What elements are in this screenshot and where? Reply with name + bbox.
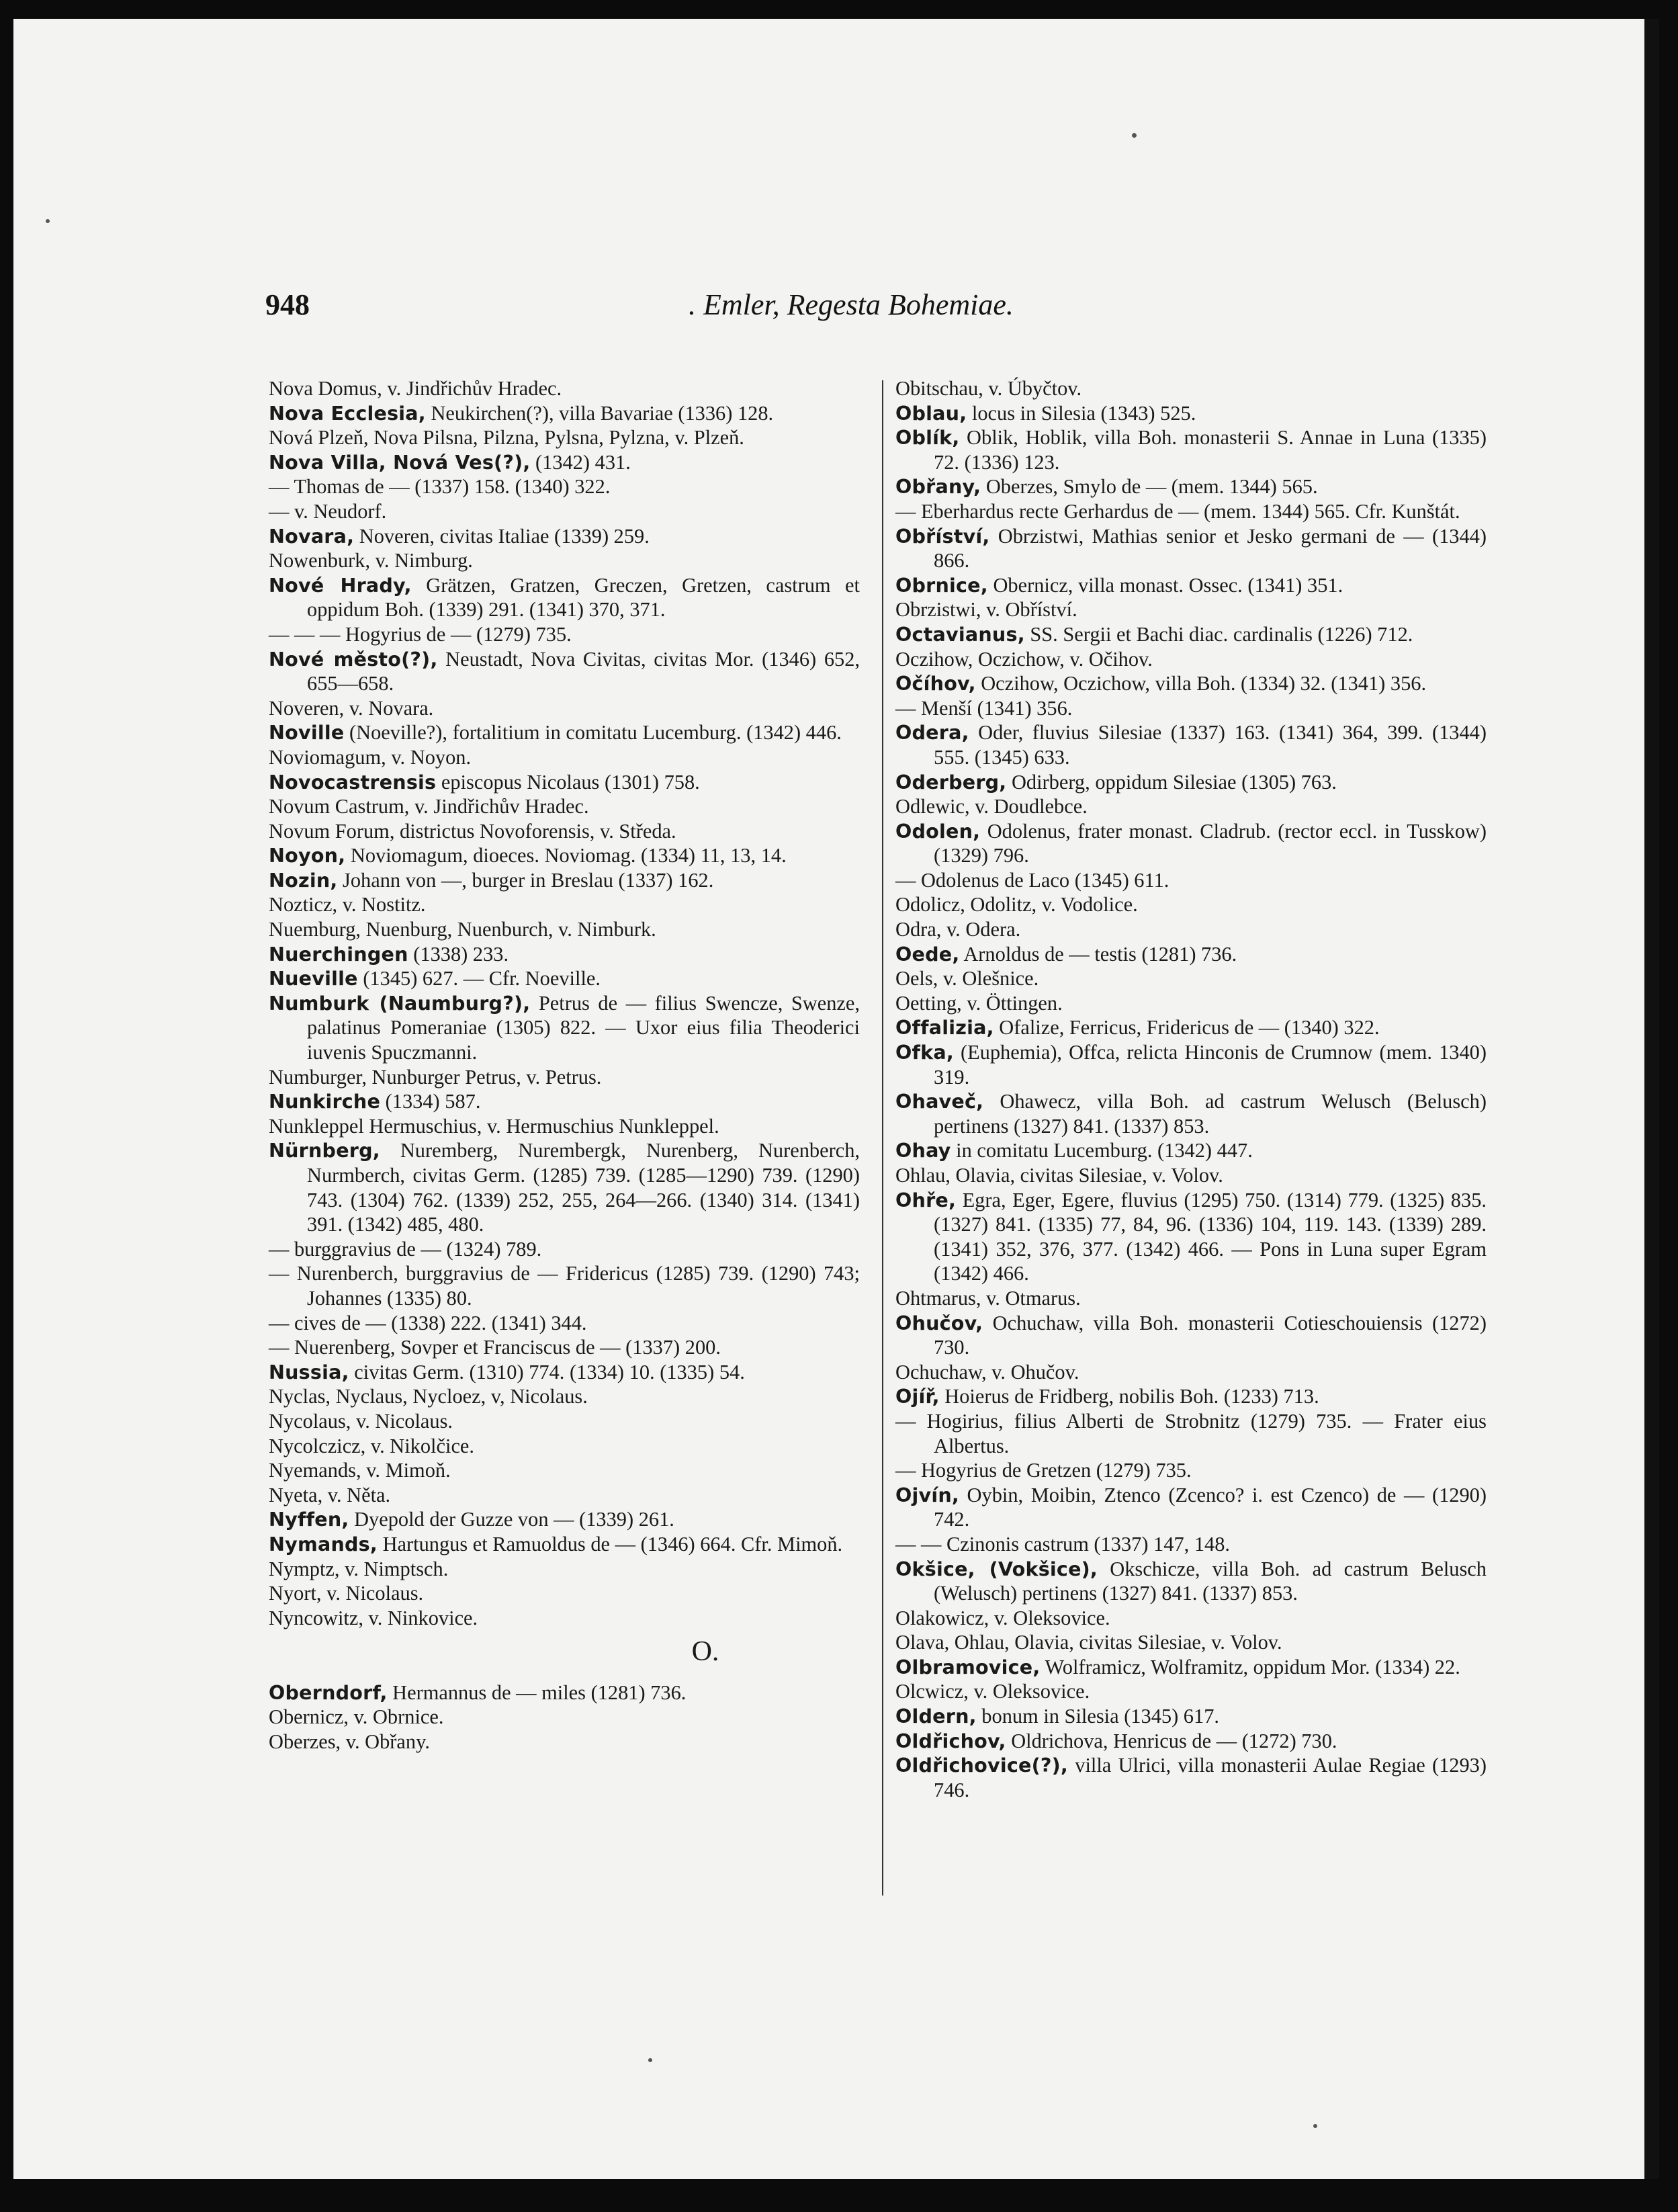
entry-text: civitas Germ. (1310) 774. (1334) 10. (1335) 54.: [349, 1360, 745, 1384]
index-entry: [269, 622, 860, 647]
entry-text: Ohlau, Olavia, civitas Silesiae, v. Volov.: [895, 1164, 1223, 1187]
index-entry: [269, 1730, 860, 1754]
entry-text: Nyemands, v. Mimoň.: [269, 1459, 451, 1482]
entry-text: Ochuchaw, villa Boh. monasterii Cotieschouiensis (1272) 730.: [934, 1311, 1487, 1359]
index-entry: [269, 843, 860, 868]
entry-headword: Nozin,: [269, 868, 338, 892]
entry-text: Nova Domus, v. Jindřichův Hradec.: [269, 377, 562, 400]
index-entry: [269, 1261, 860, 1310]
index-entry: [895, 1040, 1487, 1089]
index-entry: [269, 1311, 860, 1336]
entry-text: — Thomas de — (1337) 158. (1340) 322.: [269, 475, 611, 499]
index-entry: [895, 868, 1487, 893]
entry-text: Ochuchaw, v. Ohučov.: [895, 1360, 1079, 1384]
index-entry: [269, 892, 860, 917]
entry-headword: Nunkirche: [269, 1090, 381, 1113]
index-entry: [895, 720, 1487, 769]
entry-headword: Obrnice,: [895, 573, 988, 597]
entry-text: — — — Hogyrius de — (1279) 735.: [269, 622, 572, 646]
entry-headword: Novara,: [269, 524, 355, 548]
entry-text: (Noeville?), fortalitium in comitatu Lucemburg. (1342) 446.: [344, 721, 842, 745]
entry-headword: Offalizia,: [895, 1016, 994, 1039]
entry-headword: Oblau,: [895, 401, 967, 425]
entry-text: (1342) 431.: [530, 450, 631, 474]
entry-text: Neukirchen(?), villa Bavariae (1336) 128.: [425, 401, 774, 425]
entry-headword: Oderberg,: [895, 770, 1007, 794]
index-entry: [269, 1458, 860, 1483]
entry-text: Oder, fluvius Silesiae (1337) 163. (1341) 364, 399. (1344) 555. (1345) 633.: [934, 721, 1487, 769]
index-entry: [269, 1606, 860, 1631]
entry-text: Dyepold der Guzze von — (1339) 261.: [349, 1508, 674, 1531]
entry-headword: Ohučov,: [895, 1311, 983, 1334]
entry-headword: Nova Villa, Nová Ves(?),: [269, 450, 531, 474]
index-entry: [269, 868, 860, 893]
page: [13, 19, 1659, 2179]
entry-text: Hermannus de — miles (1281) 736.: [387, 1681, 687, 1704]
index-entry: [895, 1286, 1487, 1311]
entry-text: Obrzistwi, Mathias senior et Jesko germani de — (1344) 866.: [934, 524, 1487, 572]
entry-text: Petrus de — filius Swencze, Swenze, palatinus Pomeraniae (1305) 822. — Uxor eius filia Theoderici iuvenis Spuczmanni.: [307, 991, 860, 1064]
index-entry: [895, 1015, 1487, 1040]
index-entry: [895, 647, 1487, 672]
entry-text: Neustadt, Nova Civitas, civitas Mor. (1346) 652, 655—658.: [307, 647, 860, 695]
index-entry: [895, 917, 1487, 942]
entry-text: Nyncowitz, v. Ninkovice.: [269, 1606, 478, 1629]
index-entry: [895, 1630, 1487, 1655]
entry-headword: Oldřichov,: [895, 1729, 1006, 1752]
index-entry: [269, 991, 860, 1065]
entry-text: Noveren, v. Novara.: [269, 696, 434, 720]
index-entry: [269, 1237, 860, 1262]
entry-headword: Nuerchingen: [269, 942, 408, 966]
entry-text: Nowenburk, v. Nimburg.: [269, 549, 473, 572]
entry-text: episcopus Nicolaus (1301) 758.: [436, 770, 700, 794]
index-entry: [895, 1483, 1487, 1532]
entry-headword: Nussia,: [269, 1360, 349, 1384]
left-entries: [269, 376, 860, 1630]
entry-headword: Nové město(?),: [269, 647, 438, 671]
entry-headword: Olbramovice,: [895, 1655, 1041, 1678]
entry-headword: Nové Hrady,: [269, 573, 412, 597]
page-number: 948: [265, 288, 310, 321]
index-entry: [269, 401, 860, 426]
entry-text: — Odolenus de Laco (1345) 611.: [895, 868, 1169, 892]
index-entry: [269, 819, 860, 844]
entry-headword: Obřany,: [895, 475, 981, 499]
entry-text: Oberzes, Smylo de — (mem. 1344) 565.: [981, 475, 1318, 499]
entry-headword: Numburk (Naumburg?),: [269, 991, 531, 1015]
entry-text: — — Czinonis castrum (1337) 147, 148.: [895, 1532, 1231, 1556]
index-entry: [269, 1089, 860, 1114]
entry-text: (1345) 627. — Cfr. Noeville.: [357, 967, 601, 990]
index-entry: [269, 1581, 860, 1606]
index-entry: [269, 1114, 860, 1139]
index-entry: [269, 1138, 860, 1236]
index-entry: [895, 991, 1487, 1016]
scan-edge-bar: [1644, 19, 1659, 2179]
index-entry: [269, 1360, 860, 1385]
entry-text: Olava, Ohlau, Olavia, civitas Silesiae, v. Volov.: [895, 1631, 1282, 1654]
index-entry: [269, 917, 860, 942]
entry-text: bonum in Silesia (1345) 617.: [976, 1705, 1219, 1728]
entry-text: Oetting, v. Öttingen.: [895, 991, 1063, 1015]
entry-headword: Nymands,: [269, 1532, 378, 1556]
entry-text: Oels, v. Olešnice.: [895, 967, 1039, 990]
entry-headword: Oldřichovice(?),: [895, 1754, 1068, 1777]
index-entry: [269, 770, 860, 795]
entry-text: Nyeta, v. Něta.: [269, 1483, 391, 1506]
entry-headword: Noyon,: [269, 844, 346, 867]
index-entry: [895, 1655, 1487, 1680]
entry-headword: Novocastrensis: [269, 770, 437, 794]
index-entry: [269, 720, 860, 745]
entry-text: Oybin, Moibin, Ztenco (Zcenco? i. est Czenco) de — (1290) 742.: [934, 1483, 1487, 1531]
entry-text: Nymptz, v. Nimptsch.: [269, 1557, 449, 1580]
entry-text: — Hogyrius de Gretzen (1279) 735.: [895, 1459, 1192, 1482]
index-entry: [895, 671, 1487, 696]
index-entry: [269, 1681, 860, 1705]
entry-text: Nuremberg, Nurembergk, Nurenberg, Nurenberch, Nurmberch, civitas Germ. (1285) 739. (1285—1290) 739. (1290) 743. (1304) 762. (1339) 252, 255, 264—266. (1340) 314. (1341) 391. (1342) 485, 480.: [307, 1139, 860, 1236]
entry-headword: Ohře,: [895, 1188, 957, 1211]
entry-headword: Ofka,: [895, 1041, 954, 1064]
entry-text: in comitatu Lucemburg. (1342) 447.: [951, 1139, 1253, 1162]
index-entry: [895, 524, 1487, 573]
index-entry: [895, 1188, 1487, 1286]
entry-headword: Očíhov,: [895, 672, 976, 695]
index-entry: [895, 1458, 1487, 1483]
entry-text: Noveren, civitas Italiae (1339) 259.: [354, 524, 650, 548]
index-entry: [895, 794, 1487, 819]
entry-text: — Menší (1341) 356.: [895, 696, 1073, 720]
entry-text: villa Ulrici, villa monasterii Aulae Regiae (1293) 746.: [934, 1754, 1487, 1801]
entry-text: Olakowicz, v. Oleksovice.: [895, 1606, 1110, 1629]
index-entry: [269, 696, 860, 721]
index-entry: [269, 942, 860, 967]
entry-text: Wolframicz, Wolframitz, oppidum Mor. (1334) 22.: [1040, 1655, 1460, 1678]
entry-headword: Ojvín,: [895, 1483, 959, 1506]
left-column: [269, 376, 860, 1754]
entry-text: Noviomagum, dioeces. Noviomag. (1334) 11, 13, 14.: [345, 844, 787, 867]
index-entry: [895, 1557, 1487, 1606]
entry-text: Ohawecz, villa Boh. ad castrum Welusch (Belusch) pertinens (1327) 841. (1337) 853.: [934, 1090, 1487, 1138]
entry-text: — Eberhardus recte Gerhardus de — (mem. 1344) 565. Cfr. Kunštát.: [895, 499, 1460, 523]
entry-text: Numburger, Nunburger Petrus, v. Petrus.: [269, 1065, 602, 1089]
scan-speck: [46, 219, 50, 223]
entry-headword: Oldern,: [895, 1705, 977, 1728]
entry-text: Oczihow, Oczichow, villa Boh. (1334) 32. (1341) 356.: [975, 672, 1427, 695]
index-entry: [895, 942, 1487, 967]
entry-text: Ohtmarus, v. Otmarus.: [895, 1286, 1081, 1310]
index-entry: [269, 647, 860, 696]
entry-text: Obernicz, v. Obrnice.: [269, 1705, 444, 1729]
section-letter: O.: [691, 1636, 719, 1668]
entry-text: (1338) 233.: [408, 942, 509, 966]
index-entry: [269, 966, 860, 991]
index-entry: [895, 1729, 1487, 1754]
index-entry: [895, 696, 1487, 721]
index-entry: [269, 1483, 860, 1508]
entry-headword: Nürnberg,: [269, 1139, 380, 1162]
index-entry: [895, 597, 1487, 622]
index-entry: [269, 1384, 860, 1409]
entry-text: Egra, Eger, Egere, fluvius (1295) 750. (1314) 779. (1325) 835. (1327) 841. (1335) 77, 84, 96. (1336) 104, 119. 143. (1339) 289. (1341) 352, 376, 377. (1342) 466. — Pons in Luna super Egram (1342) 466.: [934, 1188, 1487, 1285]
entry-headword: Noville: [269, 721, 345, 745]
entry-text: Obrzistwi, v. Obříství.: [895, 598, 1077, 622]
column-divider: [882, 380, 883, 1896]
entry-headword: Okšice, (Vokšice),: [895, 1557, 1098, 1580]
index-entry: [895, 1163, 1487, 1188]
index-entry: [895, 1532, 1487, 1557]
scan-speck: [648, 2058, 652, 2062]
entry-text: Johann von —, burger in Breslau (1337) 162.: [337, 868, 714, 892]
entry-headword: Oblík,: [895, 426, 960, 450]
entry-text: Odolenus, frater monast. Cladrub. (rector eccl. in Tusskow) (1329) 796.: [934, 819, 1487, 867]
index-entry: [895, 1311, 1487, 1360]
entry-text: — Nuerenberg, Sovper et Franciscus de — (1337) 200.: [269, 1336, 721, 1359]
index-entry: [269, 1705, 860, 1730]
entry-headword: Ojíř,: [895, 1385, 940, 1408]
scan-speck: [1313, 2124, 1317, 2128]
entry-headword: Oede,: [895, 942, 960, 966]
index-entry: [895, 1753, 1487, 1802]
entry-text: Nunkleppel Hermuschius, v. Hermuschius Nunkleppel.: [269, 1114, 719, 1138]
entry-headword: Ohaveč,: [895, 1090, 984, 1113]
index-entry: [269, 573, 860, 622]
entry-text: Oberzes, v. Obřany.: [269, 1730, 430, 1754]
index-entry: [269, 1065, 860, 1090]
entry-text: Novum Forum, districtus Novoforensis, v. Středa.: [269, 819, 676, 843]
index-entry: [269, 745, 860, 770]
entry-text: Olcwicz, v. Oleksovice.: [895, 1680, 1090, 1703]
entry-text: Odlewic, v. Doudlebce.: [895, 795, 1088, 818]
index-entry: [895, 1384, 1487, 1409]
index-entry: [269, 1532, 860, 1557]
index-entry: [269, 524, 860, 549]
index-entry: [269, 450, 860, 475]
entry-headword: Nueville: [269, 967, 358, 990]
entry-text: Obernicz, villa monast. Ossec. (1341) 351.: [987, 573, 1343, 597]
index-entry: [895, 425, 1487, 474]
entry-text: Odirberg, oppidum Silesiae (1305) 763.: [1006, 770, 1337, 794]
entry-text: Nycolaus, v. Nicolaus.: [269, 1409, 453, 1433]
entry-text: (1334) 587.: [380, 1090, 481, 1113]
entry-text: Odolicz, Odolitz, v. Vodolice.: [895, 893, 1138, 917]
entry-text: — v. Neudorf.: [269, 499, 387, 523]
entry-headword: Odolen,: [895, 819, 981, 843]
index-entry: [269, 794, 860, 819]
index-entry: [895, 1679, 1487, 1704]
index-entry: [269, 1507, 860, 1532]
entry-text: — Hogirius, filius Alberti de Strobnitz (1279) 735. — Frater eius Albertus.: [895, 1409, 1487, 1457]
index-entry: [895, 573, 1487, 598]
entry-text: locus in Silesia (1343) 525.: [967, 401, 1196, 425]
index-entry: [895, 1409, 1487, 1458]
index-entry: [895, 819, 1487, 868]
index-entry: [269, 1335, 860, 1360]
index-entry: [895, 499, 1487, 524]
index-entry: [895, 474, 1487, 499]
index-entry: [895, 770, 1487, 795]
entry-headword: Nyffen,: [269, 1508, 349, 1531]
entry-text: Oldrichova, Henricus de — (1272) 730.: [1006, 1729, 1337, 1752]
entry-text: Nyclas, Nyclaus, Nycloez, v, Nicolaus.: [269, 1385, 588, 1408]
entry-text: — burggravius de — (1324) 789.: [269, 1237, 542, 1261]
index-entry: [895, 966, 1487, 991]
index-entry: [895, 892, 1487, 917]
index-entry: [895, 1138, 1487, 1163]
right-column: [895, 376, 1487, 1802]
entry-headword: Odera,: [895, 721, 969, 745]
entry-text: Odra, v. Odera.: [895, 918, 1021, 941]
entry-text: Nyort, v. Nicolaus.: [269, 1582, 424, 1605]
entry-headword: Obříství,: [895, 524, 990, 548]
entry-text: SS. Sergii et Bachi diac. cardinalis (1226) 712.: [1024, 622, 1413, 646]
entry-text: Obitschau, v. Úbyčtov.: [895, 377, 1082, 400]
entry-text: Nuemburg, Nuenburg, Nuenburch, v. Nimburk.: [269, 918, 656, 941]
entry-headword: Octavianus,: [895, 622, 1025, 646]
entry-text: Hoierus de Fridberg, nobilis Boh. (1233) 713.: [939, 1385, 1319, 1408]
entry-text: Arnoldus de — testis (1281) 736.: [959, 942, 1237, 966]
index-entry: [269, 499, 860, 524]
entry-text: (Euphemia), Offca, relicta Hinconis de Crumnow (mem. 1340) 319.: [934, 1041, 1487, 1089]
entry-text: Novum Castrum, v. Jindřichův Hradec.: [269, 795, 589, 818]
index-entry: [895, 1606, 1487, 1631]
entry-text: Noviomagum, v. Noyon.: [269, 745, 472, 769]
entry-text: Ofalize, Ferricus, Fridericus de — (1340) 322.: [993, 1016, 1380, 1039]
index-entry: [895, 376, 1487, 401]
entry-text: Oczihow, Oczichow, v. Očihov.: [895, 647, 1153, 671]
entry-text: Nycolczicz, v. Nikolčice.: [269, 1434, 475, 1457]
index-entry: [269, 474, 860, 499]
index-entry: [895, 401, 1487, 426]
entry-headword: Ohay: [895, 1139, 951, 1162]
index-entry: [269, 1409, 860, 1434]
index-entry: [269, 376, 860, 401]
entry-text: Nová Plzeň, Nova Pilsna, Pilzna, Pylsna, Pylzna, v. Plzeň.: [269, 426, 744, 450]
index-entry: [895, 1360, 1487, 1385]
entry-headword: Oberndorf,: [269, 1681, 388, 1704]
index-entry: [895, 1704, 1487, 1729]
index-entry: [269, 425, 860, 450]
entry-headword: Nova Ecclesia,: [269, 401, 426, 425]
scan-speck: [1132, 133, 1137, 138]
entry-text: Okschicze, villa Boh. ad castrum Belusch (Welusch) pertinens (1327) 841. (1337) 853.: [934, 1557, 1487, 1605]
entry-text: — cives de — (1338) 222. (1341) 344.: [269, 1311, 587, 1334]
index-entry: [269, 1557, 860, 1582]
entry-text: Grätzen, Gratzen, Greczen, Gretzen, castrum et oppidum Boh. (1339) 291. (1341) 370, 371.: [307, 573, 860, 622]
right-entries: [895, 376, 1487, 1802]
left-entries-o: [269, 1681, 860, 1754]
page-header: [265, 288, 1075, 335]
entry-text: Oblik, Hoblik, villa Boh. monasterii S. Annae in Luna (1335) 72. (1336) 123.: [934, 426, 1487, 474]
entry-text: Hartungus et Ramuoldus de — (1346) 664. Cfr. Mimoň.: [377, 1532, 843, 1556]
index-entry: [269, 1434, 860, 1459]
entry-text: Nozticz, v. Nostitz.: [269, 893, 426, 917]
index-entry: [895, 1089, 1487, 1138]
index-entry: [269, 548, 860, 573]
index-entry: [895, 622, 1487, 647]
entry-text: — Nurenberch, burggravius de — Fridericus (1285) 739. (1290) 743; Johannes (1335) 80.: [269, 1262, 860, 1310]
running-title: . Emler, Regesta Bohemiae.: [689, 288, 1014, 321]
